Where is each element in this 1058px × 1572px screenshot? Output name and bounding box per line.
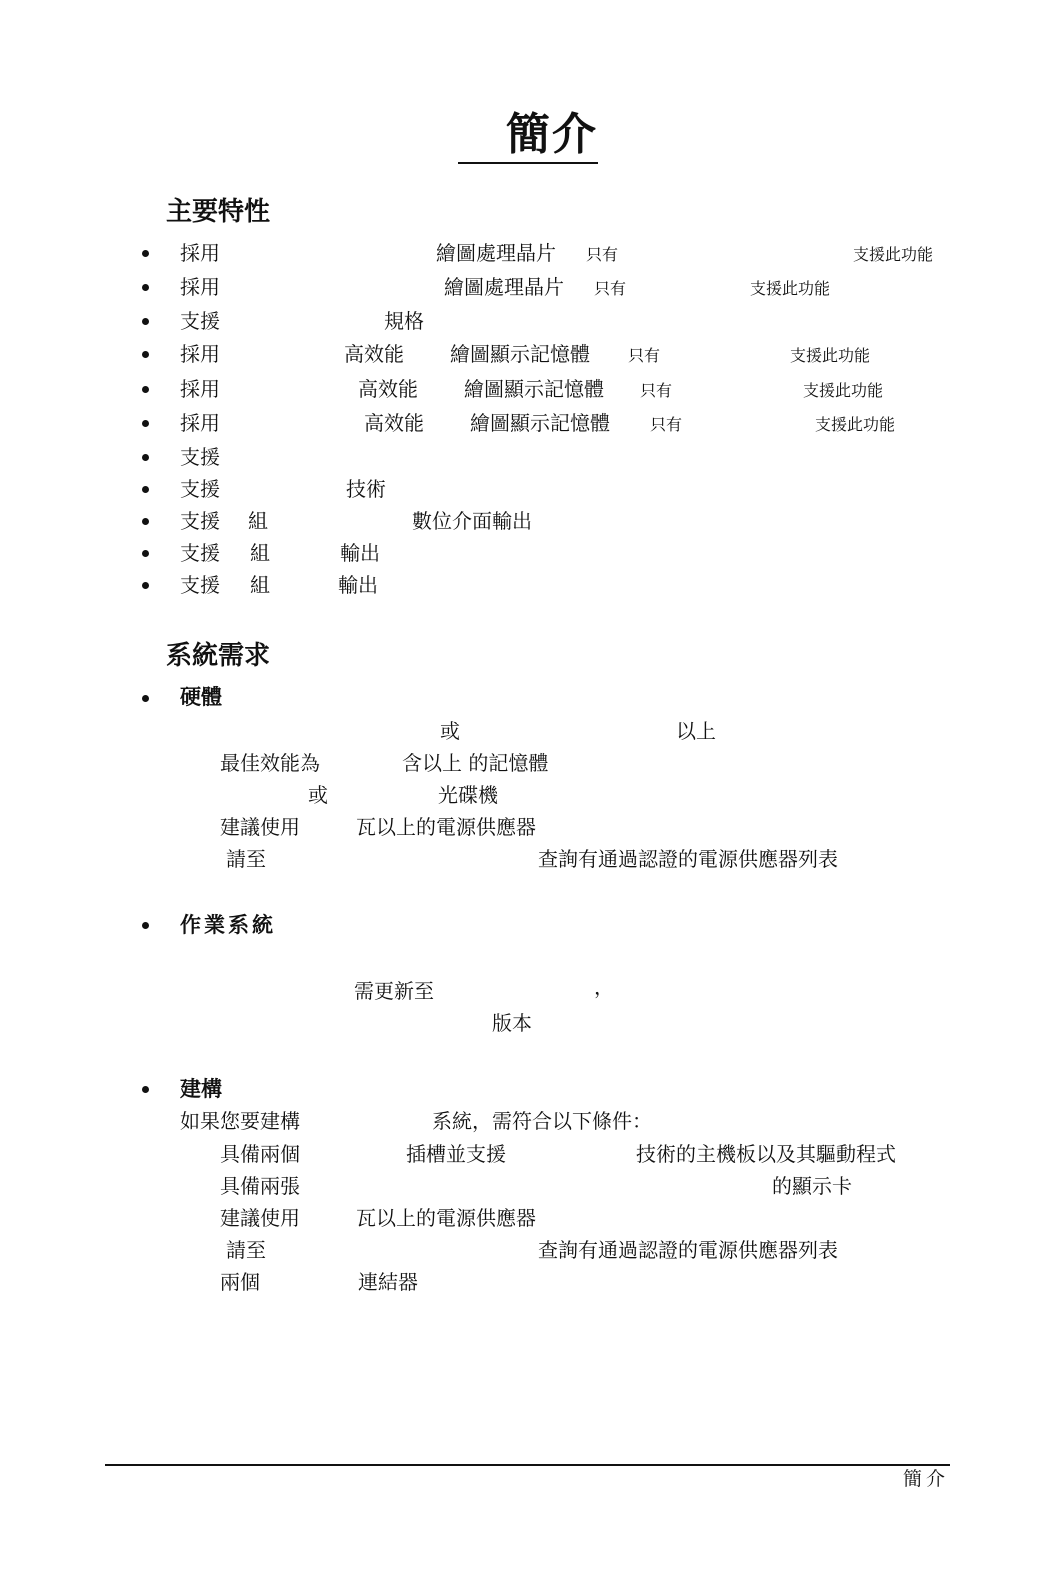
item-text: 組 [248,509,268,533]
bullet-icon [142,922,149,929]
item-text: 支援 [180,309,220,333]
hardware-text: 瓦以上的電源供應器 [356,815,536,839]
hardware-text: 最佳效能為 [220,751,320,775]
bullet-icon [142,454,149,461]
item-text: 採用 [180,411,220,435]
bullet-icon [142,318,149,325]
bullet-icon [142,284,149,291]
os-text: ， [594,975,614,999]
bullet-icon [142,250,149,257]
item-text: 高效能 [364,411,424,435]
item-text: 支援 [180,445,220,469]
item-text: 只有 [594,279,627,298]
item-text: 只有 [628,346,661,365]
bullet-icon [142,486,149,493]
page-title: 簡介 [458,108,598,164]
item-text: 支援此功能 [750,279,831,298]
hardware-text: 查詢有通過認證的電源供應器列表 [538,847,838,871]
item-text: 繪圖顯示記憶體 [464,377,604,401]
hardware-text: 或 [308,783,328,807]
item-text: 支援此功能 [815,415,896,434]
bullet-icon [142,386,149,393]
item-text: 組 [250,541,270,565]
bullet-icon [142,518,149,525]
hardware-text: 或 [440,719,460,743]
item-text: 繪圖處理晶片 [436,241,556,265]
item-text: 支援此功能 [803,381,884,400]
build-text: 瓦以上的電源供應器 [356,1206,536,1230]
item-text: 支援 [180,573,220,597]
bullet-icon [142,695,149,702]
item-text: 輸出 [340,541,380,565]
item-text: 採用 [180,241,220,265]
footer-text: 簡介 [903,1468,950,1490]
item-text: 採用 [180,377,220,401]
item-text: 支援此功能 [853,245,934,264]
hardware-label: 硬體 [180,684,222,709]
footer-rule [105,1464,950,1466]
bullet-icon [142,351,149,358]
os-label: 作業系統 [180,912,276,937]
item-text: 支援 [180,541,220,565]
item-text: 支援此功能 [790,346,871,365]
build-text: 連結器 [358,1270,418,1294]
item-text: 只有 [640,381,673,400]
build-label: 建構 [180,1076,222,1101]
hardware-text: 建議使用 [220,815,300,839]
os-text: 需更新至 [354,979,434,1003]
item-text: 規格 [384,309,424,333]
item-text: 數位介面輸出 [412,509,532,533]
item-text: 高效能 [358,377,418,401]
build-text: 技術的主機板以及其驅動程式 [636,1142,896,1166]
build-text: 具備兩個 [220,1142,300,1166]
item-text: 只有 [586,245,619,264]
build-text: 建議使用 [220,1206,300,1230]
item-text: 繪圖顯示記憶體 [450,342,590,366]
item-text: 組 [250,573,270,597]
hardware-text: 光碟機 [438,783,498,807]
requirements-heading: 系統需求 [166,641,271,671]
item-text: 高效能 [344,342,404,366]
item-text: 採用 [180,275,220,299]
build-text: 查詢有通過認證的電源供應器列表 [538,1238,838,1262]
bullet-icon [142,582,149,589]
os-text: 版本 [492,1011,532,1035]
item-text: 繪圖顯示記憶體 [470,411,610,435]
item-text: 繪圖處理晶片 [444,275,564,299]
hardware-text: 請至 [226,847,266,871]
bullet-icon [142,550,149,557]
item-text: 只有 [650,415,683,434]
bullet-icon [142,420,149,427]
features-heading: 主要特性 [166,197,271,227]
item-text: 採用 [180,342,220,366]
item-text: 支援 [180,477,220,501]
item-text: 輸出 [338,573,378,597]
item-text: 技術 [346,477,386,501]
bullet-icon [142,1086,149,1093]
build-text: 兩個 [220,1270,260,1294]
build-text: 系統，需符合以下條件： [432,1109,652,1133]
hardware-text: 以上 [676,719,716,743]
build-text: 如果您要建構 [180,1109,300,1133]
item-text: 支援 [180,509,220,533]
hardware-text: 含以上 的記憶體 [402,751,549,775]
build-text: 插槽並支援 [406,1142,506,1166]
build-text: 具備兩張 [220,1174,300,1198]
build-text: 的顯示卡 [772,1174,852,1198]
build-text: 請至 [226,1238,266,1262]
